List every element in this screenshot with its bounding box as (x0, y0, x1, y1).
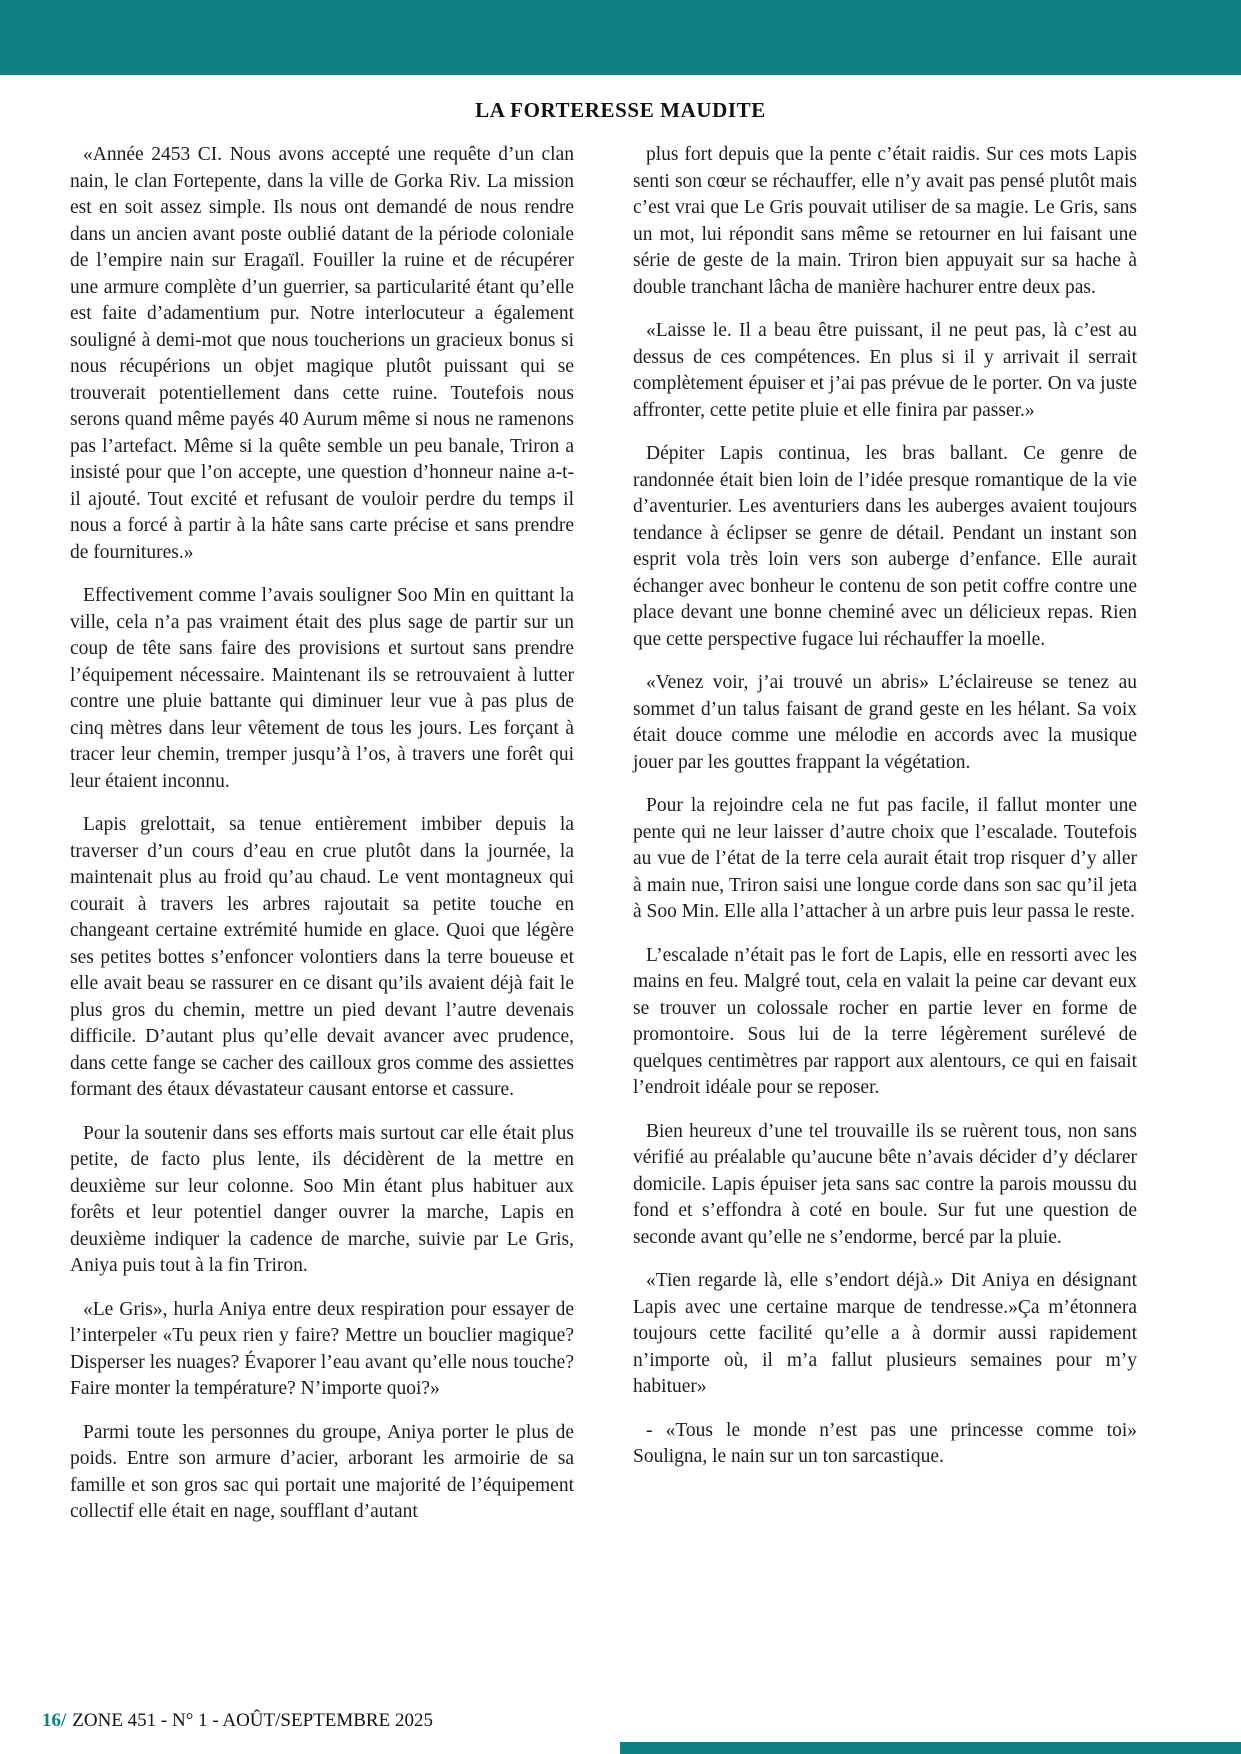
paragraph: «Tien regarde là, elle s’endort déjà.» Dit Aniya en désignant Lapis avec une certaine marque de tendresse.»Ça m’étonnera toujours cette facilité qu’elle a à dormir aussi rapidement n’importe où, il m’a fallut plusieurs semaines pour m’y habituer» (633, 1270, 1137, 1397)
header-bar (0, 0, 1241, 75)
paragraph: «Année 2453 CI. Nous avons accepté une requête d’un clan nain, le clan Fortepente, dans la ville de Gorka Riv. La mission est en soit assez simple. Ils nous ont demandé de nous rendre dans un ancien avant poste oublié datant de la période coloniale de l’empire nain sur Eragaïl. Fouiller la ruine et de récupérer une armure complète d’un guerrier, sa particularité étant qu’elle est faite d’adamentium pur. Notre interlocuteur a également souligné à demi-mot que nous toucherions un gracieux bonus si nous récupérions un objet magique plutôt puissant qui se trouverait potentiellement dans cette ruine. Toutefois nous serons quand même payés 40 Aurum même si nous ne ramenons pas l’artefact. Même si la quête semble un peu banale, Triron a insisté pour que l’on accepte, une question d’honneur naine a-t-il ajouté. Tout excité et refusant de vouloir perdre du temps il nous a forcé à partir à la hâte sans carte précise et sans prendre de fournitures.» (70, 144, 574, 563)
paragraph: «Laisse le. Il a beau être puissant, il ne peut pas, là c’est au dessus de ces compétences. En plus si il y arrivait il serrait complètement épuiser et j’ai pas prévue de le porter. On va juste affronter, cette petite pluie et elle finira par passer.» (633, 320, 1137, 421)
footer-issue-line: ZONE 451 - N° 1 - AOÛT/SEPTEMBRE 2025 (72, 1710, 433, 1731)
paragraph: «Le Gris», hurla Aniya entre deux respiration pour essayer de l’interpeler «Tu peux rien y faire? Mettre un bouclier magique? Disperser les nuages? Évaporer l’eau avant qu’elle nous touche? Faire monter la température? N’importe quoi?» (70, 1298, 574, 1399)
paragraph: plus fort depuis que la pente c’était raidis. Sur ces mots Lapis senti son cœur se réchauffer, elle n’y avait pas pensé plutôt mais c’est vrai que Le Gris pouvait utiliser de sa magie. Le Gris, sans un mot, lui répondit sans même se retourner en lui faisant une série de geste de la main. Triron bien appuyait sur sa hache à double tranchant lâcha de manière hachurer entre deux pas. (633, 144, 1137, 298)
page-number: 16/ (42, 1710, 67, 1731)
paragraph: Dépiter Lapis continua, les bras ballant. Ce genre de randonnée était bien loin de l’idée presque romantique de la vie d’aventurier. Les aventuriers dans les auberges avaient toujours tendance à éclipser se genre de détail. Pendant un instant son esprit vola très loin vers son auberge d’enfance. Elle aurait échanger avec bonheur le contenu de son petit coffre contre une place devant une bonne cheminé avec un délicieux repas. Rien que cette perspective fugace lui réchauffer la moelle. (633, 443, 1137, 650)
left-column (70, 142, 574, 1543)
paragraph: «Venez voir, j’ai trouvé un abris» L’éclaireuse se tenez au sommet d’un talus faisant de grand geste en les hélant. Sa voix était douce comme une mélodie en accords avec la musique jouer par les gouttes frappant la végétation. (633, 672, 1137, 773)
paragraph: Pour la rejoindre cela ne fut pas facile, il fallut monter une pente qui ne leur laisser d’autre choix que l’escalade. Toutefois au vue de l’état de la terre cela aurait était trop risquer d’y aller à main nue, Triron saisi une longue corde dans son sac qu’il jeta à Soo Min. Elle alla l’attacher à un arbre puis leur passa le reste. (633, 795, 1137, 922)
paragraph: Bien heureux d’une tel trouvaille ils se ruèrent tous, non sans vérifié au préalable qu’aucune bête n’avais décider d’y déclarer domicile. Lapis épuiser jeta sans sac contre la parois moussu du fond et s’effondra à coté en boule. Sur fut une question de seconde avant qu’elle ne s’endorme, bercé par la pluie. (633, 1120, 1137, 1248)
paragraph: L’escalade n’était pas le fort de Lapis, elle en ressorti avec les mains en feu. Malgré tout, cela en valait la peine car devant eux se trouver un colossale rocher en partie lever en forme de promontoire. Sous lui de la terre légèrement surélevé de quelques centimètres par rapport aux alentours, ce qui en faisait l’endroit idéale pour se reposer. (633, 944, 1137, 1098)
paragraph: Parmi toute les personnes du groupe, Aniya porter le plus de poids. Entre son armure d’acier, arborant les armoirie de sa famille et son gros sac qui portait une majorité de l’équipement collectif elle était en nage, soufflant d’autant (70, 1421, 574, 1522)
paragraph: Lapis grelottait, sa tenue entièrement imbiber depuis la traverser d’un cours d’eau en crue plutôt dans la journée, la maintenait plus au froid qu’au chaud. Le vent montagneux qui courait à travers les arbres rajoutait sa petite touche en changeant certaine extrémité humide en glace. Quoi que légère ses petites bottes s’enfoncer volontiers dans la terre boueuse et elle avait beau se rassurer en ce disant qu’ils avaient déjà fait le plus gros du chemin, mettre un pied devant l’autre devenais difficile. D’autant plus qu’elle devait avancer avec prudence, dans cette fange se cacher des cailloux gros comme des assiettes formant des étaux dévastateur causant entorse et cassure. (70, 814, 574, 1100)
page-title: LA FORTERESSE MAUDITE (475, 98, 766, 123)
paragraph: Pour la soutenir dans ses efforts mais surtout car elle était plus petite, de facto plus lente, ils décidèrent de la mettre en deuxième sur leur colonne. Soo Min étant plus habituer aux forêts et leur potentiel danger ouvrer la marche, Lapis en deuxième indiquer la cadence de marche, suivie par Le Gris, Aniya puis tout à la fin Triron. (70, 1122, 574, 1276)
paragraph: - «Tous le monde n’est pas une princesse comme toi» Souligna, le nain sur un ton sarcastique. (633, 1419, 1137, 1467)
paragraph: Effectivement comme l’avais souligner Soo Min en quittant la ville, cela n’a pas vraiment était des plus sage de partir sur un coup de tête sans faire des provisions et surtout sans prendre l’équipement nécessaire. Maintenant ils se retrouvaient à lutter contre une pluie battante qui diminuer leur vue à pas plus de cinq mètres dans leur vêtement de tous les jours. Les forçant à tracer leur chemin, tremper jusqu’à l’os, à travers une forêt qui leur étaient inconnu. (70, 585, 574, 792)
bottom-bar (620, 1742, 1241, 1754)
right-column (633, 142, 1137, 1488)
footer (42, 1710, 433, 1732)
